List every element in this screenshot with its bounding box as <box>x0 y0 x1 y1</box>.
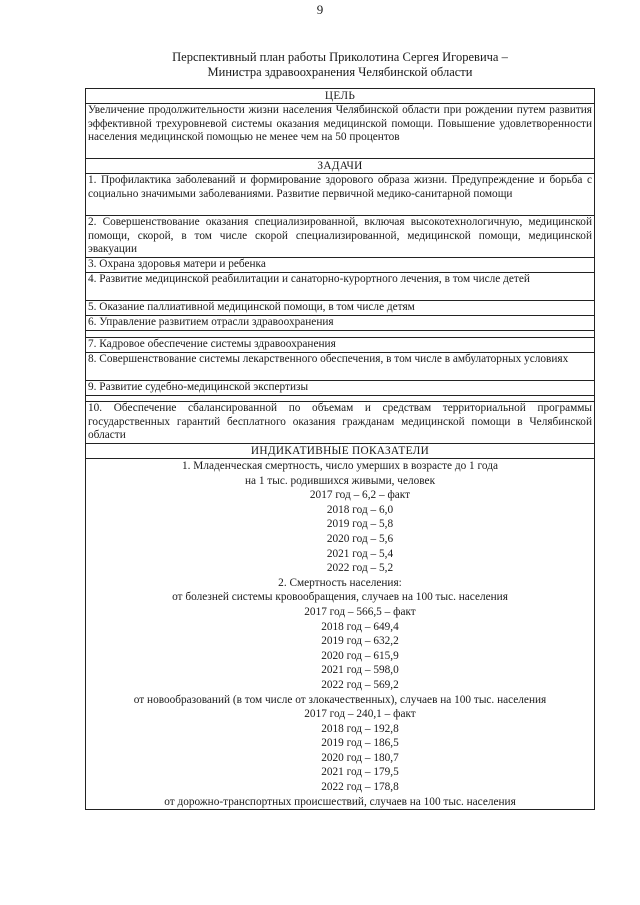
circulatory-title: от болезней системы кровообращения, случаев на 100 тыс. населения <box>172 591 508 604</box>
circulatory-value: 2018 год – 649,4 <box>321 620 399 633</box>
infant-title-line-1: 1. Младенческая смертность, число умерших в возрасте до 1 года <box>182 460 498 472</box>
task-item: 7. Кадровое обеспечение системы здравоохранения <box>86 337 594 353</box>
neoplasm-title: от новообразований (в том числе от злокачественных), случаев на 100 тыс. населения <box>133 693 547 706</box>
circulatory-value: 2017 год – 566,5 – факт <box>304 605 416 618</box>
neoplasm-value: 2018 год – 192,8 <box>321 722 399 735</box>
circulatory-value: 2022 год – 569,2 <box>321 678 399 691</box>
infant-title-line-2: на 1 тыс. родившихся живыми, человек <box>244 474 436 487</box>
task-item: 5. Оказание паллиативной медицинской помощи, в том числе детям <box>86 301 594 316</box>
neoplasm-value: 2017 год – 240,1 – факт <box>304 708 416 721</box>
indicators-block <box>86 459 594 809</box>
infant-value: 2017 год – 6,2 – факт <box>309 489 411 502</box>
circulatory-value: 2020 год – 615,9 <box>321 649 399 662</box>
indicators-header: ИНДИКАТИВНЫЕ ПОКАЗАТЕЛИ <box>86 444 594 459</box>
task-item: 4. Развитие медицинской реабилитации и санаторно-курортного лечения, в том числе детей <box>86 273 594 301</box>
road-accident-title: от дорожно-транспортных происшествий, случаев на 100 тыс. населения <box>164 795 516 808</box>
task-item: 10. Обеспечение сбалансированной по объемам и средствам территориальной программы государственных гарантий бесплатного оказания гражданам медицинской помощи в Челябинской области <box>86 401 594 444</box>
plan-table <box>85 88 595 810</box>
circulatory-value: 2021 год – 598,0 <box>321 664 399 677</box>
infant-value: 2021 год – 5,4 <box>326 547 394 560</box>
infant-value: 2022 год – 5,2 <box>326 562 394 575</box>
task-item: 1. Профилактика заболеваний и формирование здорового образа жизни. Предупреждение и борьба с социально значимыми заболеваниями. Развитие первичной медико-санитарной помощи <box>86 174 594 216</box>
tasks-header: ЗАДАЧИ <box>86 159 594 174</box>
circulatory-value: 2019 год – 632,2 <box>321 635 399 648</box>
mortality-title: 2. Смертность населения: <box>278 576 402 589</box>
goal-text: Увеличение продолжительности жизни населения Челябинской области при рождении путем развития эффективной трехуровневой системы оказания медицинской помощи. Повышение удовлетворенности населения медицинской помощью не менее чем на 50 процентов <box>86 104 594 159</box>
task-item: 3. Охрана здоровья матери и ребенка <box>86 258 594 273</box>
infant-value: 2018 год – 6,0 <box>326 503 394 516</box>
neoplasm-value: 2022 год – 178,8 <box>321 781 399 794</box>
task-item: 9. Развитие судебно-медицинской экспертизы <box>86 381 594 396</box>
title-line-2: Министра здравоохранения Челябинской области <box>207 65 473 79</box>
neoplasm-value: 2021 год – 179,5 <box>321 766 399 779</box>
page-number: 9 <box>316 2 324 17</box>
infant-value: 2019 год – 5,8 <box>326 518 394 531</box>
task-item: 6. Управление развитием отрасли здравоохранения <box>86 316 594 331</box>
infant-value: 2020 год – 5,6 <box>326 532 394 545</box>
neoplasm-value: 2020 год – 180,7 <box>321 751 399 764</box>
goal-header: ЦЕЛЬ <box>86 89 594 104</box>
task-item: 8. Совершенствование системы лекарственного обеспечения, в том числе в амбулаторных условиях <box>86 353 594 381</box>
task-item: 2. Совершенствование оказания специализированной, включая высокотехнологичную, медицинской помощи, скорой, в том числе скорой специализированной, медицинской помощи, медицинской эвакуации <box>86 216 594 258</box>
title-line-1: Перспективный план работы Приколотина Сергея Игоревича – <box>172 50 508 64</box>
neoplasm-value: 2019 год – 186,5 <box>321 737 399 750</box>
document-title <box>80 50 600 80</box>
